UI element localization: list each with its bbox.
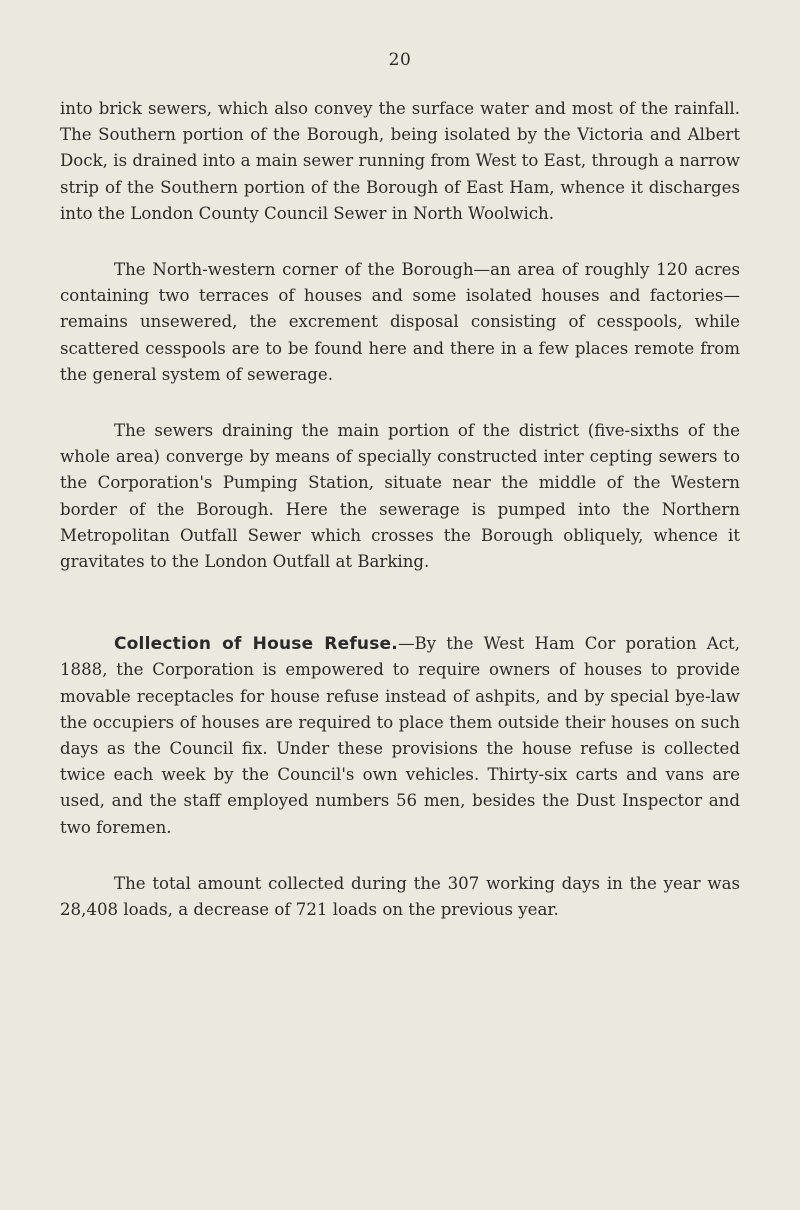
paragraph-sewers-continued: into brick sewers, which also convey the surface water and most of the rainfall. The Southern portion of the Borough, being isolated by the Victoria and Albert Dock, is drained into a main sewer running from West to East, through a narrow strip of the Southern portion of the Borough of East Ham, whence it discharges into the London County Council Sewer in North Woolwich. — [60, 99, 740, 223]
paragraph-house-refuse-body: —By the West Ham Cor poration Act, 1888, the Corporation is empowered to require owners of houses to provide movable receptacles for house refuse instead of ashpits, and by special bye-law the occupiers of houses are required to place them outside their houses on such days as the Council fix. Under these provisions the house refuse is collected twice each week by the Council's own vehicles. Thirty-six carts and vans are used, and the staff employed numbers 56 men, besides the Dust Inspector and two foremen. — [60, 634, 740, 837]
section-heading-house-refuse: Collection of House Refuse. — [114, 634, 398, 655]
paragraph-pumping-station: The sewers draining the main portion of the district (five-sixths of the whole area) converge by means of specially constructed inter cepting sewers to the Corporation's Pumping Station, situate near the middle of the Western border of the Borough. Here the sewerage is pumped into the Northern Metropolitan Outfall Sewer which crosses the Borough obliquely, whence it gravitates to the London Outfall at Barking. — [60, 421, 740, 572]
page-number: 20 — [388, 50, 412, 70]
paragraph-total-collected: The total amount collected during the 307 working days in the year was 28,408 loads, a decrease of 721 loads on the previous year. — [60, 873, 740, 920]
paragraph-house-refuse — [60, 631, 740, 841]
body-text — [60, 96, 740, 923]
paragraph-unsewered-corner: The North-western corner of the Borough—an area of roughly 120 acres containing two terraces of houses and some isolated houses and factories—remains unsewered, the excrement disposal consisting of cesspools, while scattered cesspools are to be found here and there in a few places remote from the general system of sewerage. — [60, 260, 740, 384]
